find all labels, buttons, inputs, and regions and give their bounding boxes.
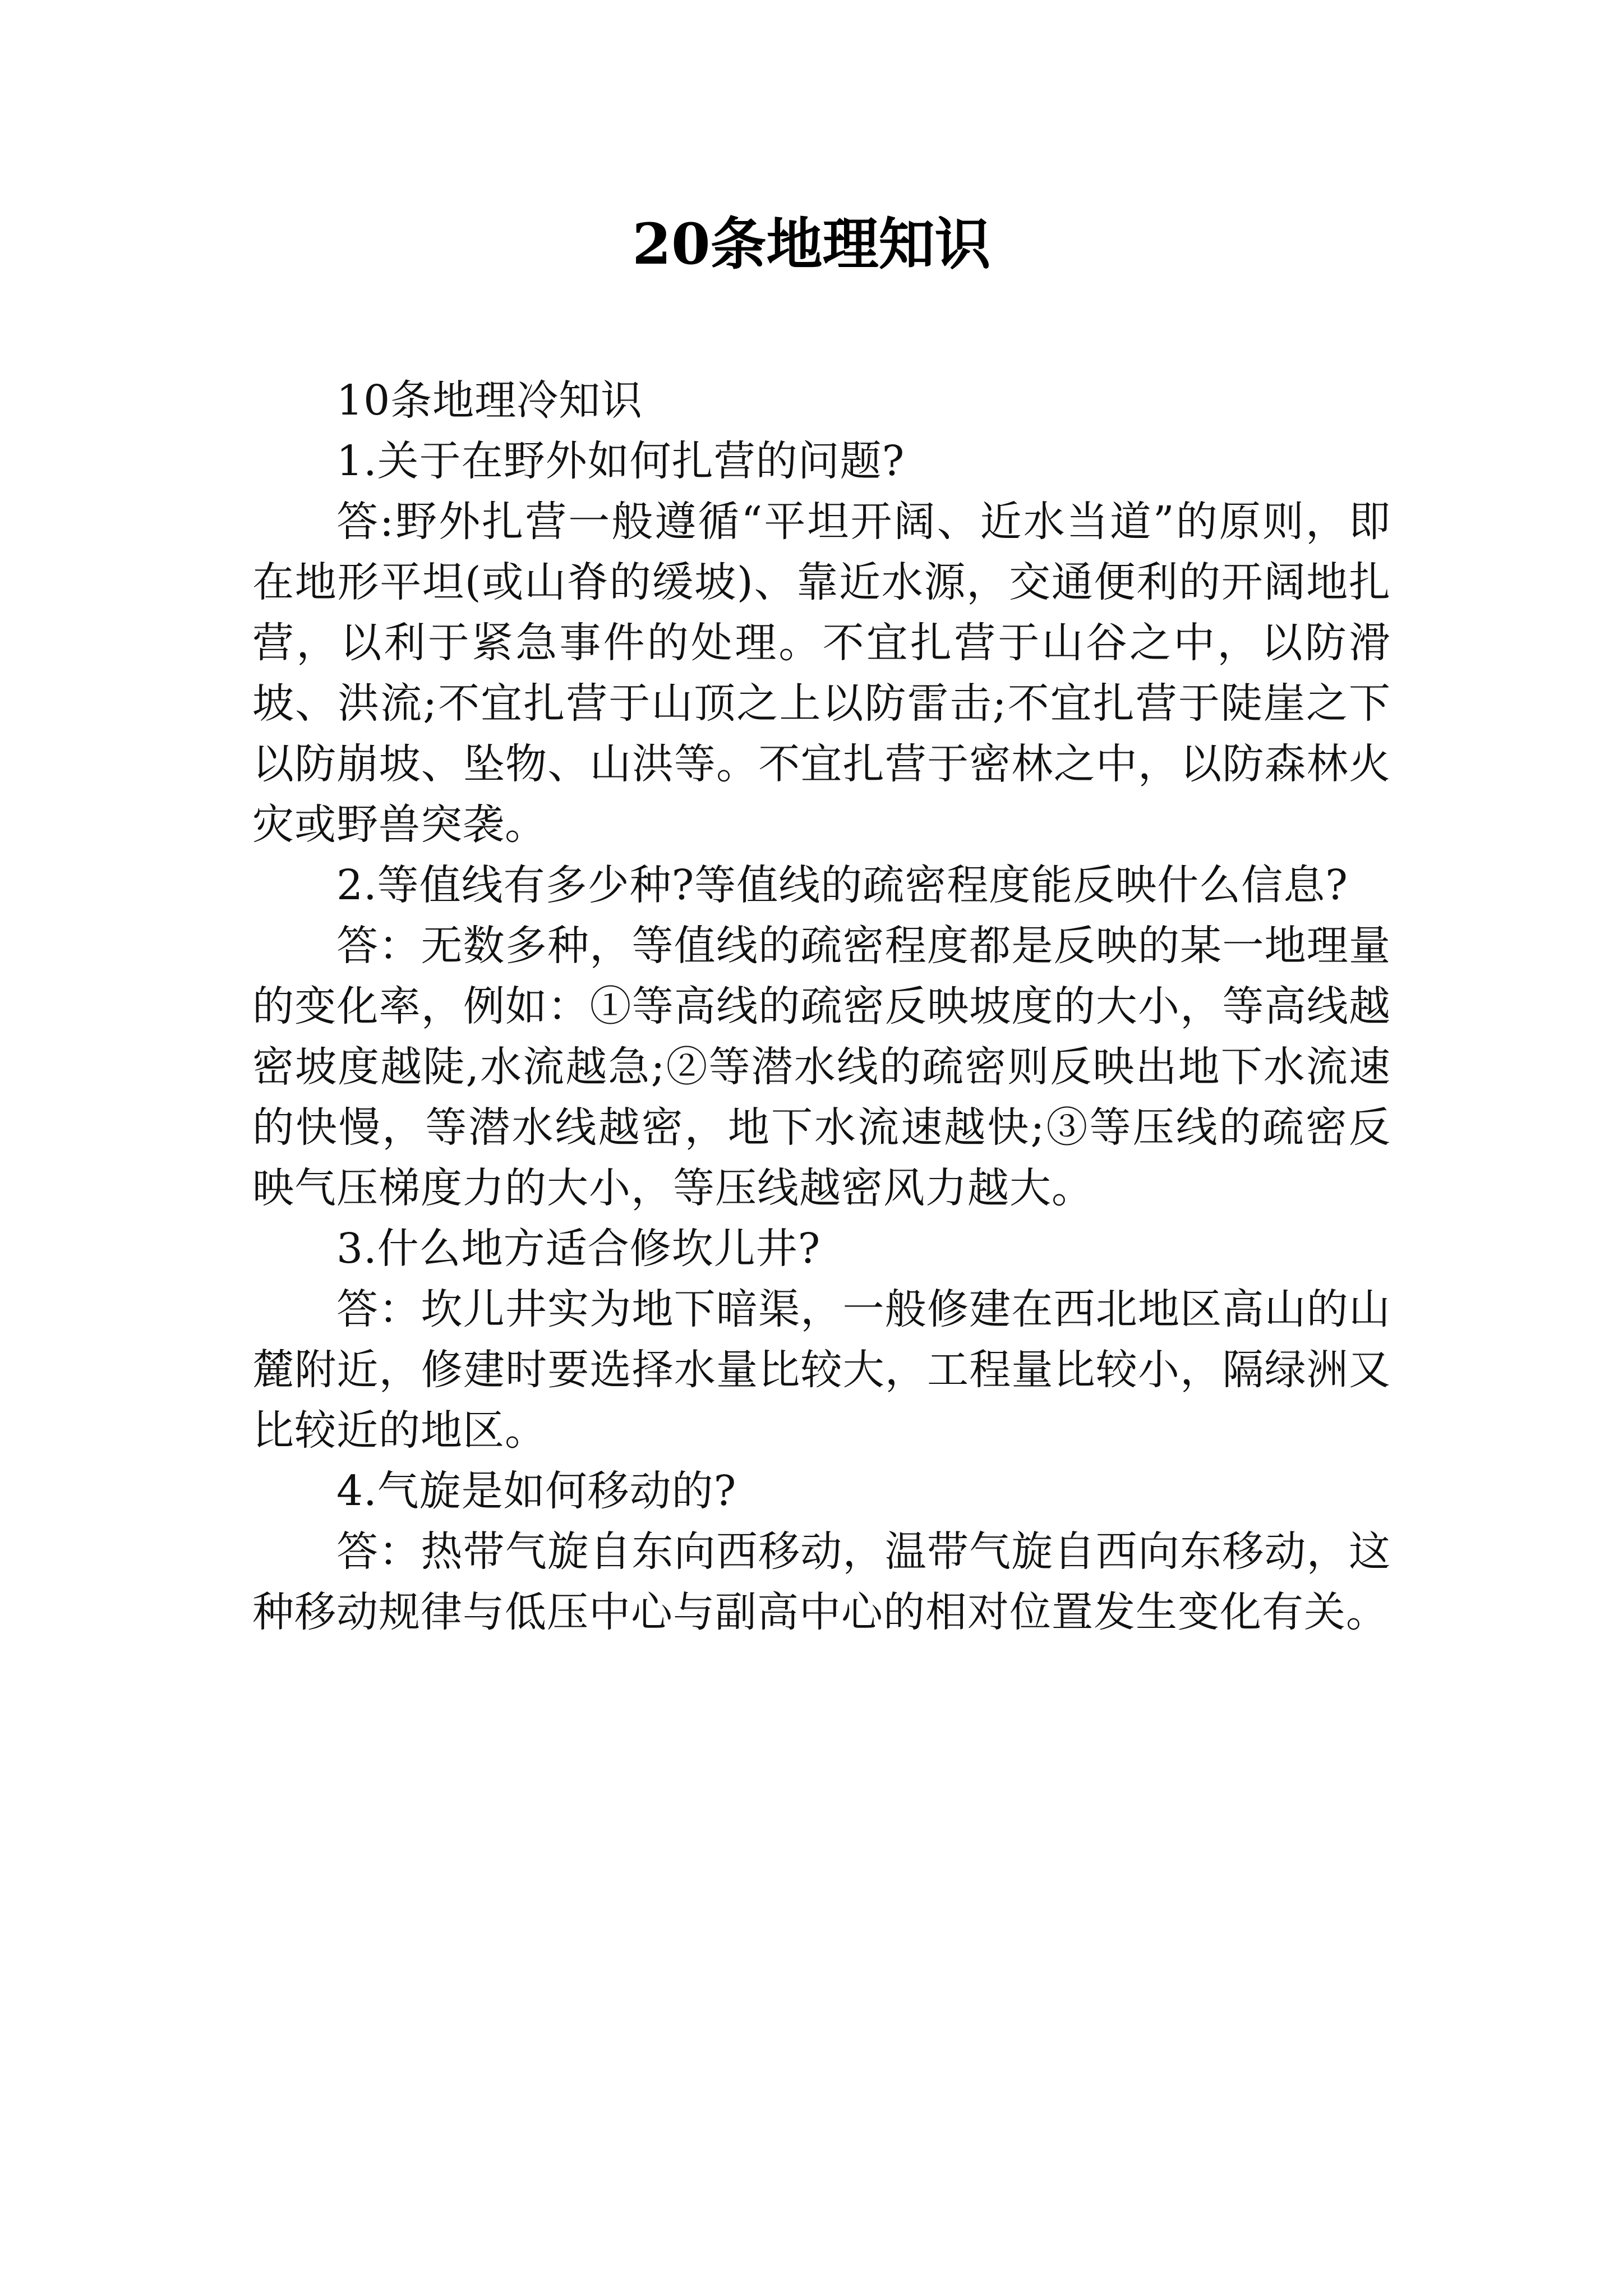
document-body <box>252 370 1391 1642</box>
answer-3: 答：坎儿井实为地下暗渠，一般修建在西北地区高山的山麓附近，修建时要选择水量比较大，工程量比较小，隔绿洲又比较近的地区。 <box>252 1285 1391 1455</box>
answer-1: 答:野外扎营一般遵循“平坦开阔、近水当道”的原则，即在地形平坦(或山脊的缓坡)、靠近水源，交通便利的开阔地扎营，以利于紧急事件的处理。不宜扎营于山谷之中，以防滑坡、洪流;不宜扎营于山顶之上以防雷击;不宜扎营于陡崖之下以防崩坡、坠物、山洪等。不宜扎营于密林之中，以防森林火灾或野兽突袭。 <box>252 498 1391 849</box>
section-heading: 10条地理冷知识 <box>336 376 643 425</box>
document-title: 20条地理知识 <box>632 211 991 277</box>
answer-4: 答：热带气旋自东向西移动，温带气旋自西向东移动，这种移动规律与低压中心与副高中心的相对位置发生变化有关。 <box>252 1527 1391 1636</box>
question-2: 2.等值线有多少种?等值线的疏密程度能反映什么信息? <box>336 861 1348 909</box>
question-4: 4.气旋是如何移动的? <box>336 1467 737 1515</box>
question-1: 1.关于在野外如何扎营的问题? <box>336 437 905 485</box>
answer-2: 答：无数多种，等值线的疏密程度都是反映的某一地理量的变化率，例如：①等高线的疏密反映坡度的大小，等高线越密坡度越陡,水流越急;②等潜水线的疏密则反映出地下水流速的快慢，等潜水线越密，地下水流速越快;③等压线的疏密反映气压梯度力的大小，等压线越密风力越大。 <box>252 922 1391 1212</box>
question-3: 3.什么地方适合修坎儿井? <box>336 1225 821 1273</box>
